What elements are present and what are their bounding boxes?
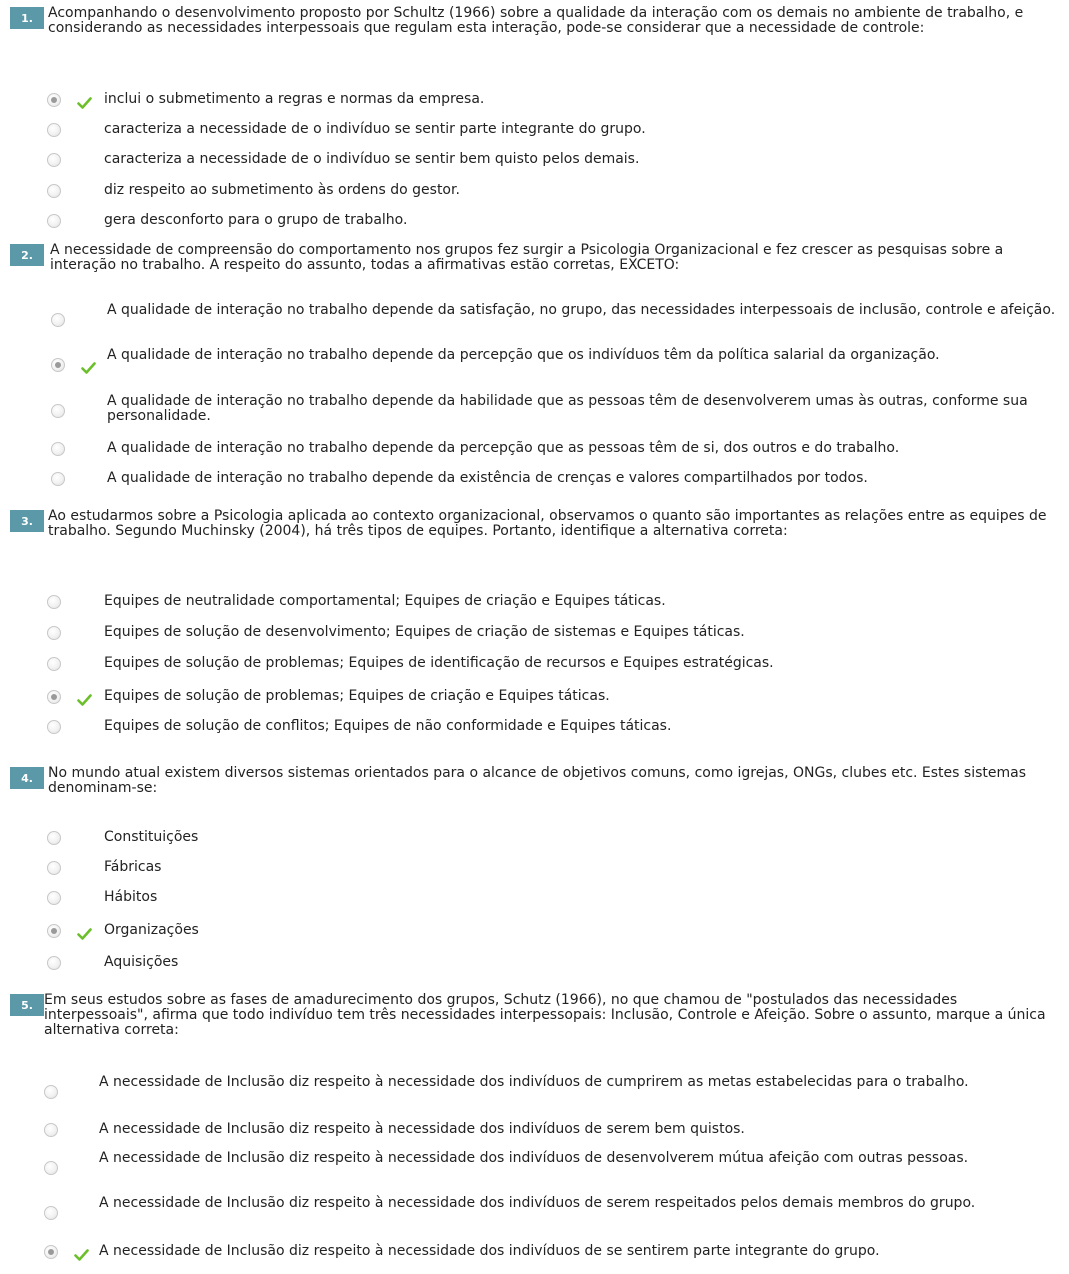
check-icon [77, 97, 92, 109]
question-number-badge: 2. [10, 244, 44, 266]
answer-option[interactable] [0, 655, 1069, 673]
answer-option-text: A qualidade de interação no trabalho depende da percepção que os indivíduos têm da política salarial da organização. [107, 347, 940, 363]
answer-option[interactable] [0, 1121, 1069, 1139]
answer-option-text: A necessidade de Inclusão diz respeito à necessidade dos indivíduos de se sentirem parte integrante do grupo. [99, 1243, 880, 1259]
radio-icon[interactable] [47, 214, 61, 228]
radio-icon[interactable] [44, 1245, 58, 1259]
answer-option-text: Equipes de solução de conflitos; Equipes de não conformidade e Equipes táticas. [104, 718, 672, 734]
answer-option[interactable] [0, 394, 1069, 428]
radio-icon[interactable] [51, 404, 65, 418]
answer-option-text: diz respeito ao submetimento às ordens do gestor. [104, 182, 460, 198]
answer-option-text: caracteriza a necessidade de o indivíduo se sentir parte integrante do grupo. [104, 121, 646, 137]
answer-option-text: A necessidade de Inclusão diz respeito à necessidade dos indivíduos de serem bem quistos. [99, 1121, 745, 1137]
check-icon [81, 362, 96, 374]
radio-icon[interactable] [47, 595, 61, 609]
answer-option-text: caracteriza a necessidade de o indivíduo se sentir bem quisto pelos demais. [104, 151, 640, 167]
answer-option-text: Equipes de solução de desenvolvimento; Equipes de criação de sistemas e Equipes táticas. [104, 624, 745, 640]
answer-option[interactable] [0, 922, 1069, 940]
answer-option-text: inclui o submetimento a regras e normas da empresa. [104, 91, 485, 107]
answer-option[interactable] [0, 1243, 1069, 1261]
check-icon [77, 928, 92, 940]
question-number-badge: 4. [10, 767, 44, 789]
answer-option-text: A qualidade de interação no trabalho depende da existência de crenças e valores compartilhados por todos. [107, 470, 868, 486]
radio-icon[interactable] [47, 861, 61, 875]
answer-option-text: Equipes de solução de problemas; Equipes de criação e Equipes táticas. [104, 688, 610, 704]
answer-option[interactable] [0, 182, 1069, 200]
answer-option[interactable] [0, 889, 1069, 907]
answer-option-text: Constituições [104, 829, 199, 845]
check-icon [74, 1249, 89, 1261]
question-number-badge: 5. [10, 994, 44, 1016]
radio-icon[interactable] [47, 924, 61, 938]
radio-icon[interactable] [47, 720, 61, 734]
answer-option[interactable] [0, 348, 1069, 382]
radio-icon[interactable] [47, 690, 61, 704]
answer-option[interactable] [0, 718, 1069, 736]
answer-option[interactable] [0, 91, 1069, 109]
answer-option-text: A necessidade de Inclusão diz respeito à necessidade dos indivíduos de cumprirem as metas estabelecidas para o trabalho. [99, 1074, 969, 1090]
answer-option[interactable] [0, 829, 1069, 847]
answer-option[interactable] [0, 1075, 1069, 1109]
radio-icon[interactable] [47, 831, 61, 845]
answer-option-text: A necessidade de Inclusão diz respeito à necessidade dos indivíduos de serem respeitados pelos demais membros do grupo. [99, 1195, 976, 1211]
radio-icon[interactable] [44, 1206, 58, 1220]
answer-option-text: A necessidade de Inclusão diz respeito à necessidade dos indivíduos de desenvolverem mútua afeição com outras pessoas. [99, 1150, 969, 1166]
answer-option-text: Fábricas [104, 859, 162, 875]
answer-option-text: A qualidade de interação no trabalho depende da percepção que as pessoas têm de si, dos outros e do trabalho. [107, 440, 900, 456]
radio-icon[interactable] [44, 1123, 58, 1137]
radio-icon[interactable] [47, 153, 61, 167]
radio-icon[interactable] [51, 358, 65, 372]
answer-option[interactable] [0, 688, 1069, 706]
question-number-badge: 1. [10, 7, 44, 29]
answer-option[interactable] [0, 593, 1069, 611]
answer-option[interactable] [0, 151, 1069, 169]
radio-icon[interactable] [47, 657, 61, 671]
answer-option-text: Equipes de solução de problemas; Equipes de identificação de recursos e Equipes estratégicas. [104, 655, 774, 671]
answer-option-text: Organizações [104, 922, 199, 938]
question-text: Em seus estudos sobre as fases de amadurecimento dos grupos, Schutz (1966), no que chamou de "postulados das necessidades interpessoais", afirma que todo indivíduo tem três necessidades interpessopais: Inclusão, Controle e Afeição. Sobre o assunto, marque a única alternativa correta: [44, 992, 1046, 1038]
answer-option[interactable] [0, 859, 1069, 877]
radio-icon[interactable] [47, 956, 61, 970]
radio-icon[interactable] [47, 891, 61, 905]
answer-option[interactable] [0, 624, 1069, 642]
answer-option-text: A qualidade de interação no trabalho depende da satisfação, no grupo, das necessidades interpessoais de inclusão, controle e afeição. [107, 302, 1056, 318]
radio-icon[interactable] [47, 626, 61, 640]
answer-option[interactable] [0, 303, 1069, 337]
answer-option-text: Hábitos [104, 889, 158, 905]
radio-icon[interactable] [47, 93, 61, 107]
answer-option[interactable] [0, 470, 1069, 488]
radio-icon[interactable] [51, 313, 65, 327]
radio-icon[interactable] [51, 472, 65, 486]
question-text: Acompanhando o desenvolvimento proposto por Schultz (1966) sobre a qualidade da interação com os demais no ambiente de trabalho, e considerando as necessidades interpessoais que regulam esta interação, pode-se considerar que a necessidade de controle: [48, 5, 1024, 36]
radio-icon[interactable] [51, 442, 65, 456]
radio-icon[interactable] [47, 184, 61, 198]
question-text: No mundo atual existem diversos sistemas orientados para o alcance de objetivos comuns, como igrejas, ONGs, clubes etc. Estes sistemas denominam-se: [48, 765, 1026, 796]
answer-option-text: Aquisições [104, 954, 179, 970]
answer-option[interactable] [0, 954, 1069, 972]
radio-icon[interactable] [44, 1085, 58, 1099]
answer-option[interactable] [0, 121, 1069, 139]
answer-option[interactable] [0, 1151, 1069, 1185]
answer-option[interactable] [0, 440, 1069, 458]
question-text: Ao estudarmos sobre a Psicologia aplicada ao contexto organizacional, observamos o quanto são importantes as relações entre as equipes de trabalho. Segundo Muchinsky (2004), há três tipos de equipes. Portanto, identifique a alternativa correta: [48, 508, 1047, 539]
answer-option-text: gera desconforto para o grupo de trabalho. [104, 212, 408, 228]
check-icon [77, 694, 92, 706]
radio-icon[interactable] [44, 1161, 58, 1175]
answer-option-text: Equipes de neutralidade comportamental; Equipes de criação e Equipes táticas. [104, 593, 666, 609]
answer-option[interactable] [0, 212, 1069, 230]
question-number-badge: 3. [10, 510, 44, 532]
answer-option[interactable] [0, 1196, 1069, 1230]
question-text: A necessidade de compreensão do comportamento nos grupos fez surgir a Psicologia Organizacional e fez crescer as pesquisas sobre a interação no trabalho. A respeito do assunto, todas a afirmativas estão corretas, EXCETO: [50, 242, 1004, 273]
radio-icon[interactable] [47, 123, 61, 137]
answer-option-text: A qualidade de interação no trabalho depende da habilidade que as pessoas têm de desenvolverem umas às outras, conforme sua personalidade. [107, 393, 1028, 424]
